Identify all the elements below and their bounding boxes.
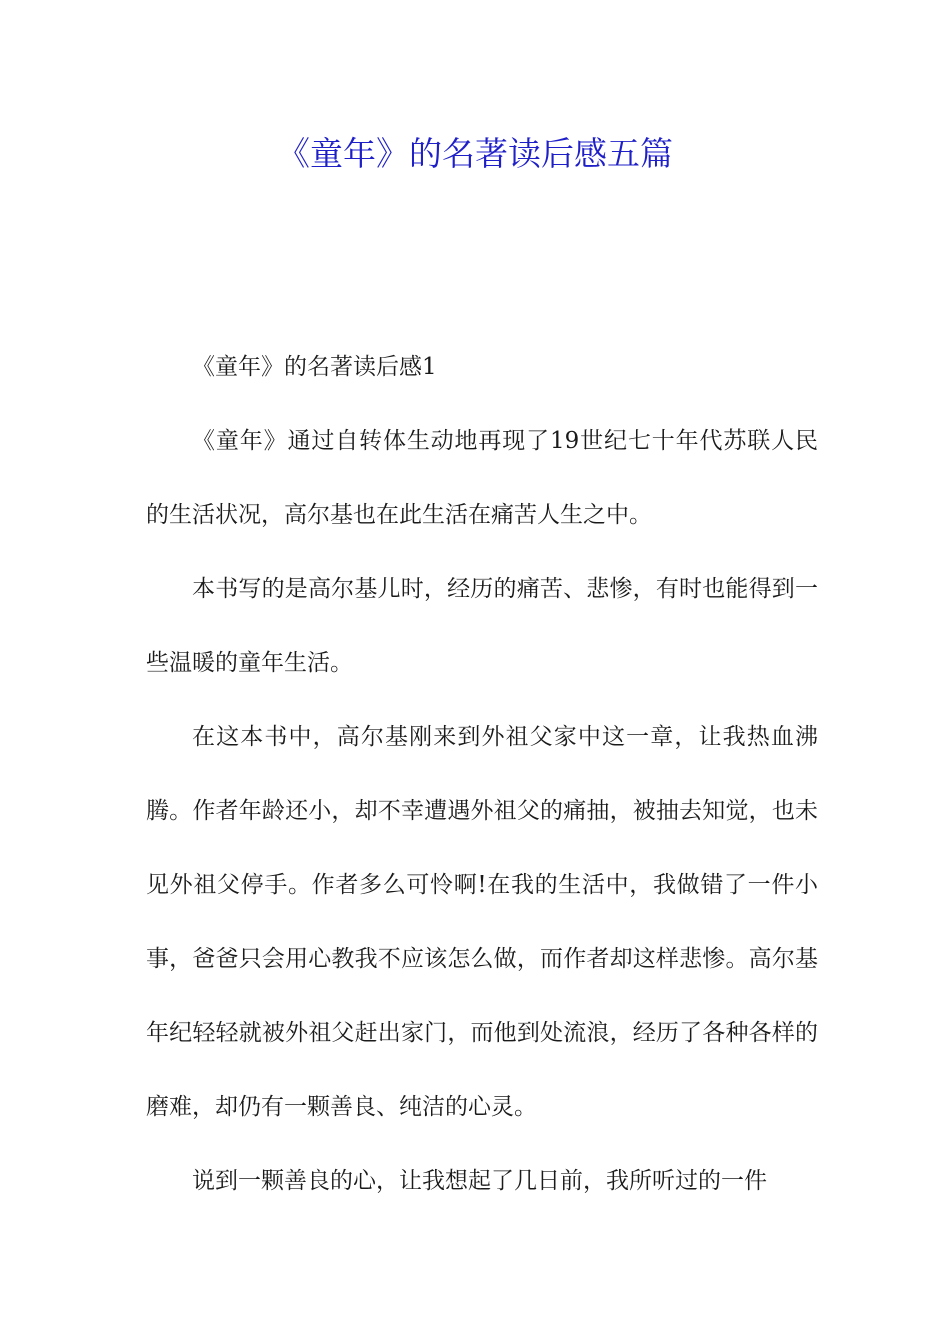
section-heading: 《童年》的名著读后感1 bbox=[192, 354, 437, 380]
paragraph: 说到一颗善良的心，让我想起了几日前，我所听过的一件 bbox=[192, 1168, 767, 1194]
paragraph: 在这本书中，高尔基刚来到外祖父家中这一章，让我热血沸腾。作者年龄还小，却不幸遭遇外祖父的痛抽，被抽去知觉，也未见外祖父停手。作者多么可怜啊!在我的生活中，我做错了一件小事，爸爸只会用心教我不应该怎么做，而作者却这样悲惨。高尔基年纪轻轻就被外祖父赶出家门，而他到处流浪，经历了各种各样的磨难，却仍有一颗善良、纯洁的心灵。 bbox=[146, 724, 818, 1120]
document-title: 《童年》的名著读后感五篇 bbox=[277, 134, 673, 173]
paragraph: 本书写的是高尔基儿时，经历的痛苦、悲惨，有时也能得到一些温暖的童年生活。 bbox=[146, 576, 818, 676]
document-body bbox=[146, 330, 818, 1218]
paragraph: 《童年》通过自转体生动地再现了19世纪七十年代苏联人民的生活状况，高尔基也在此生活在痛苦人生之中。 bbox=[146, 428, 818, 528]
